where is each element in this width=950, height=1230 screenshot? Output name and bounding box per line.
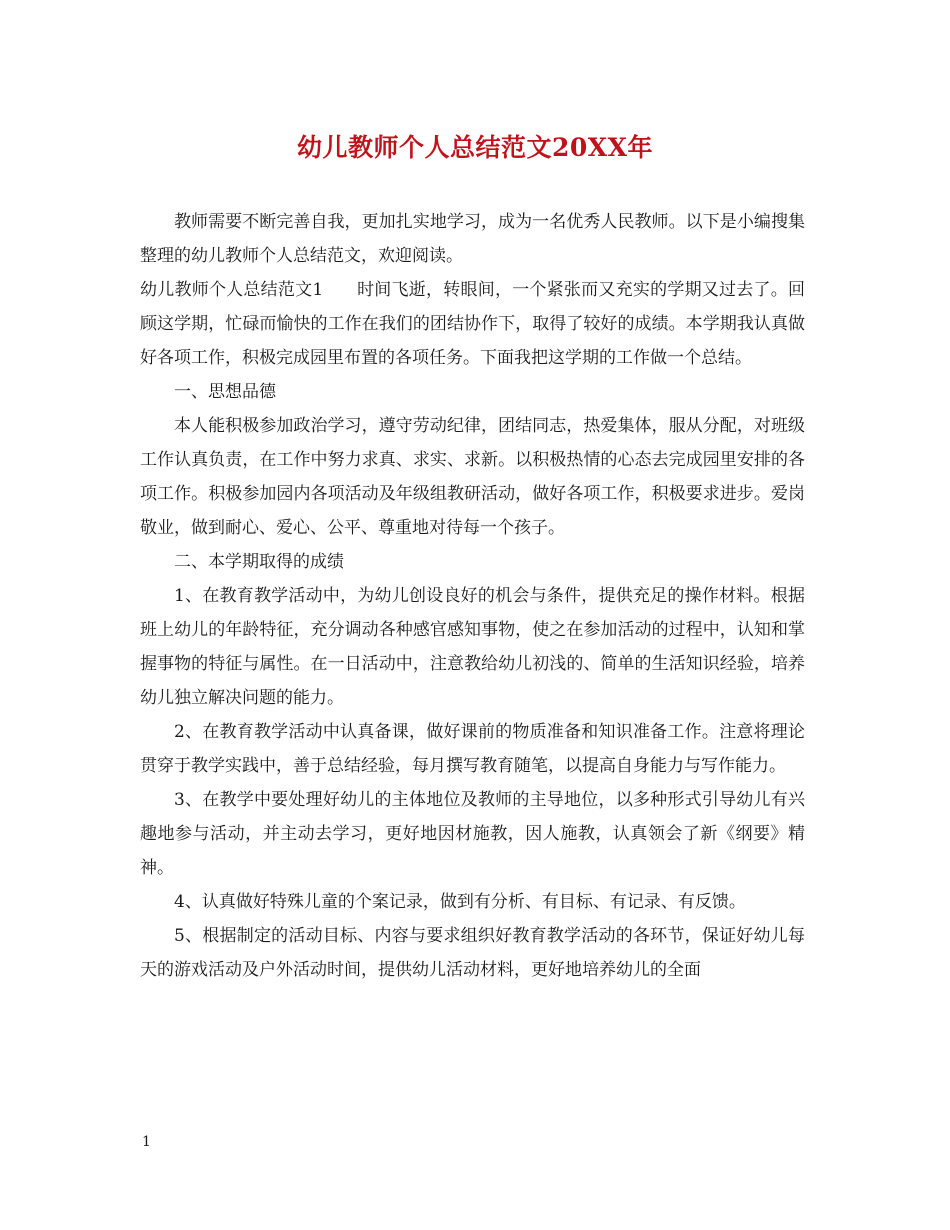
page-number: 1 [142, 1134, 151, 1150]
document-title: 幼儿教师个人总结范文20XX年 [296, 133, 654, 162]
ideology-paragraph: 本人能积极参加政治学习，遵守劳动纪律，团结同志，热爱集体，服从分配，对班级工作认真负责，在工作中努力求真、求实、求新。以积极热情的心态去完成园里安排的各项工作。积极参加园内各项活动及年级组教研活动，做好各项工作，积极要求进步。爱岗敬业，做到耐心、爱心、公平、尊重地对待每一个孩子。 [140, 416, 805, 538]
section-first-text: 时间飞逝，转眼间，一个紧张而又充实的学期又过去了。回顾这学期，忙碌而愉快的工作在我们的团结协作下，取得了较好的成绩。本学期我认真做好各项工作，积极完成园里布置的各项任务。下面我把这学期的工作做一个总结。 [140, 280, 805, 368]
section-label: 幼儿教师个人总结范文1 [140, 280, 324, 300]
section-paragraph [140, 273, 805, 375]
achievement-item-1: 1、在教育教学活动中，为幼儿创设良好的机会与条件，提供充足的操作材料。根据班上幼儿的年龄特征，充分调动各种感官感知事物，使之在参加活动的过程中，认知和掌握事物的特征与属性。在一日活动中，注意教给幼儿初浅的、简单的生活知识经验，培养幼儿独立解决问题的能力。 [140, 586, 805, 708]
intro-paragraph: 教师需要不断完善自我，更加扎实地学习，成为一名优秀人民教师。以下是小编搜集整理的幼儿教师个人总结范文，欢迎阅读。 [140, 212, 805, 266]
achievement-item-2: 2、在教育教学活动中认真备课，做好课前的物质准备和知识准备工作。注意将理论贯穿于教学实践中，善于总结经验，每月撰写教育随笔，以提高自身能力与写作能力。 [140, 722, 805, 776]
achievement-item-4: 4、认真做好特殊儿童的个案记录，做到有分析、有目标、有记录、有反馈。 [174, 892, 746, 912]
heading-ideology: 一、思想品德 [174, 382, 276, 402]
achievement-item-5: 5、根据制定的活动目标、内容与要求组织好教育教学活动的各环节，保证好幼儿每天的游戏活动及户外活动时间，提供幼儿活动材料，更好地培养幼儿的全面 [140, 926, 805, 980]
document-body [140, 205, 805, 987]
achievement-item-3: 3、在教学中要处理好幼儿的主体地位及教师的主导地位，以多种形式引导幼儿有兴趣地参与活动，并主动去学习，更好地因材施教，因人施教，认真领会了新《纲要》精神。 [140, 790, 805, 878]
heading-achievements: 二、本学期取得的成绩 [174, 552, 344, 572]
